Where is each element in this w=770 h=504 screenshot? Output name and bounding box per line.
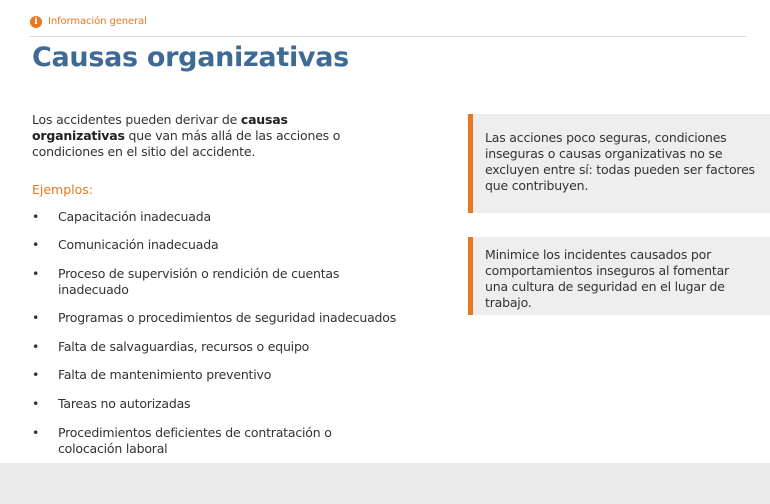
callout-box [468,237,770,315]
bullet-icon: • [32,310,40,325]
bullet-icon: • [32,396,40,411]
bullet-icon: • [32,266,40,281]
list-item-text: Programas o procedimientos de seguridad inadecuados [58,310,397,325]
list-item-text: Tareas no autorizadas [58,396,191,411]
list-item-text: Procedimientos deficientes de contratación o colocación laboral [58,425,332,456]
list-item-text: Capacitación inadecuada [58,209,211,224]
callout-text: Minimice los incidentes causados por comportamientos inseguros al fomentar una cultura de seguridad en el lugar de trabajo. [485,247,729,310]
callout-text: Las acciones poco seguras, condiciones inseguras o causas organizativas no se excluyen entre sí: todas pueden ser factores que contribuyen. [485,130,755,193]
list-item-text: Falta de mantenimiento preventivo [58,367,272,382]
footer-band [0,463,770,504]
list-item-text: Comunicación inadecuada [58,237,219,252]
page-title: Causas organizativas [32,42,349,73]
callout-box [468,114,770,213]
intro-text-start: Los accidentes pueden derivar de [32,112,241,127]
examples-heading: Ejemplos: [32,182,94,197]
bullet-icon: • [32,339,40,354]
list-item-text: Proceso de supervisión o rendición de cuentas inadecuado [58,266,340,297]
top-bar [30,14,746,37]
section-label: Información general [48,16,147,27]
intro-text-end: que van más allá de las acciones o condiciones en el sitio del accidente. [32,128,341,159]
intro-paragraph [32,112,377,160]
bullet-icon: • [32,209,40,224]
bullet-icon: • [32,237,40,252]
list-item-text: Falta de salvaguardias, recursos o equipo [58,339,310,354]
bullet-icon: • [32,425,40,440]
bullet-icon: • [32,367,40,382]
intro-bold-term: causas organizativas [32,112,288,143]
info-icon: i [30,16,42,28]
